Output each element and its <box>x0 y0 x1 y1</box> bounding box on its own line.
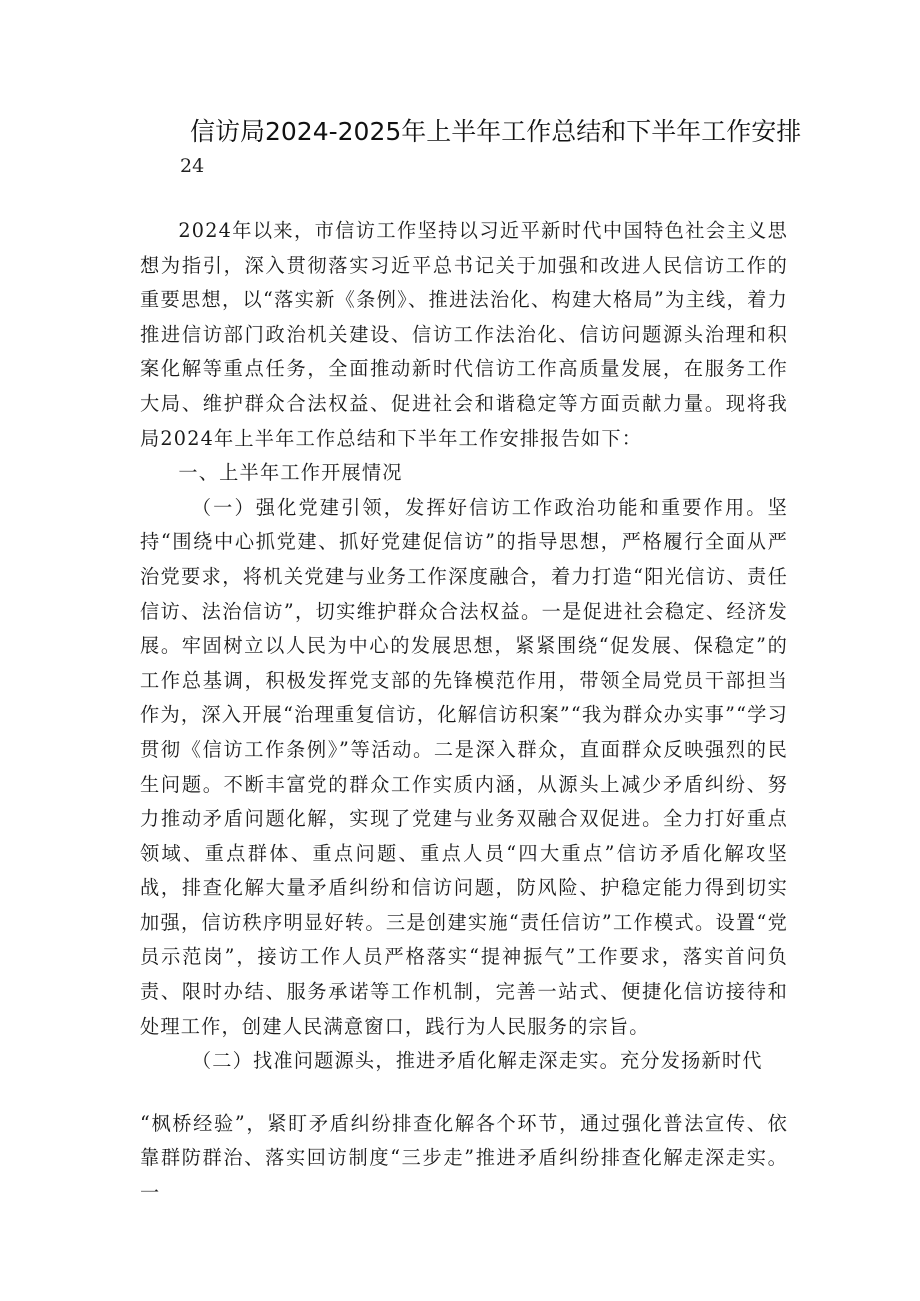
document-title: 信访局2024-2025年上半年工作总结和下半年工作安排 <box>190 117 802 146</box>
document-body <box>140 214 788 1211</box>
subsection-2-heading: （二）找准问题源头，推进矛盾化解走深走实。充分发扬新时代 <box>191 1049 763 1073</box>
subsection-1-paragraph: （一）强化党建引领，发挥好信访工作政治功能和重要作用。坚持“围绕中心抓党建、抓好党建促信访”的指导思想，严格履行全面从严治党要求，将机关党建与业务工作深度融合，着力打造“阳光信访、责任信访、法治信访”，切实维护群众合法权益。一是促进社会稳定、经济发展。牢固树立以人民为中心的发展思想，紧紧围绕“促发展、保稳定”的工作总基调，积极发挥党支部的先锋模范作用，带领全局党员干部担当作为，深入开展“治理重复信访，化解信访积案”“我为群众办实事”“学习贯彻《信访工作条例》”等活动。二是深入群众，直面群众反映强烈的民生问题。不断丰富党的群众工作实质内涵，从源头上减少矛盾纠纷、努力推动矛盾问题化解，实现了党建与业务双融合双促进。全力打好重点领域、重点群体、重点问题、重点人员“四大重点”信访矛盾化解攻坚战，排查化解大量矛盾纠纷和信访问题，防风险、护稳定能力得到切实加强，信访秩序明显好转。三是创建实施“责任信访”工作模式。设置“党员示范岗”，接访工作人员严格落实“提神振气”工作要求，落实首问负责、限时办结、服务承诺等工作机制，完善一站式、便捷化信访接待和处理工作，创建人民满意窗口，践行为人民服务的宗旨。 <box>140 495 788 1038</box>
title-suffix: 24 <box>180 155 205 177</box>
intro-paragraph: 2024年以来，市信访工作坚持以习近平新时代中国特色社会主义思想为指引，深入贯彻落实习近平总书记关于加强和改进人民信访工作的重要思想，以“落实新《条例》、推进法治化、构建大格局”为主线，着力推进信访部门政治机关建设、信访工作法治化、信访问题源头治理和积案化解等重点任务，全面推动新时代信访工作高质量发展，在服务工作大局、维护群众合法权益、促进社会和谐稳定等方面贡献力量。现将我局2024年上半年工作总结和下半年工作安排报告如下： <box>140 219 788 450</box>
subsection-2-paragraph: “枫桥经验”，紧盯矛盾纠纷排查化解各个环节，通过强化普法宣传、依靠群防群治、落实回访制度“三步走”推进矛盾纠纷排查化解走深走实。一 <box>140 1111 788 1205</box>
section-heading: 一、上半年工作开展情况 <box>178 461 403 485</box>
